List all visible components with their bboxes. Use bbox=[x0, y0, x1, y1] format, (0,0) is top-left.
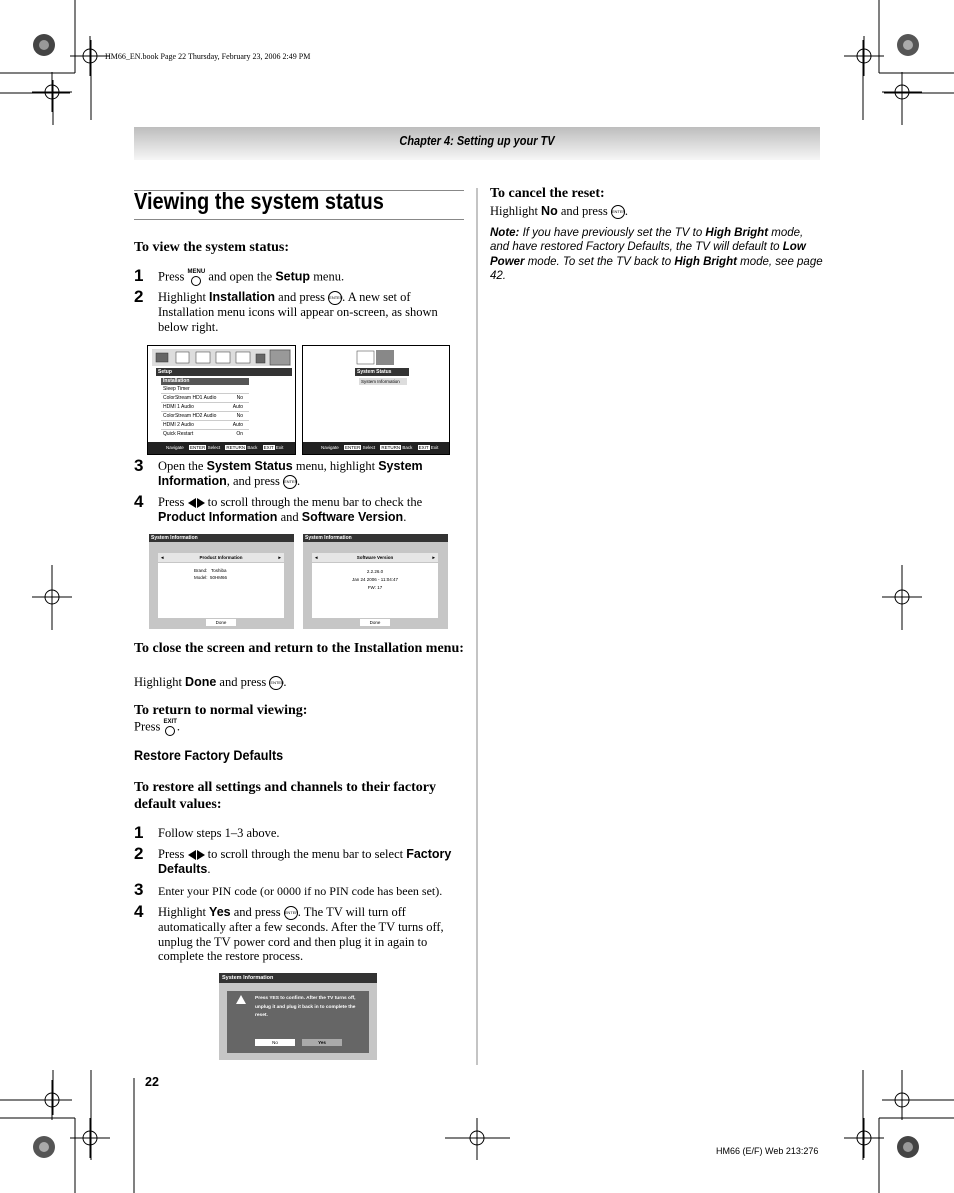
product-info-body: Brand: Toshiba Model: 50HM66 bbox=[158, 563, 284, 618]
arrow-right-icon bbox=[197, 850, 205, 860]
setup-footer: Navigate ENTER Select RETURN Back EXIT Exit bbox=[148, 442, 295, 454]
setup-item-hdmi2[interactable]: HDMI 2 Audio Auto bbox=[161, 421, 249, 430]
cancel-heading: To cancel the reset: bbox=[490, 186, 605, 201]
restore-step-4: Highlight Yes and press ENTER. The TV will turn off automatically after a few seconds. After the TV turns off, unplug the TV power cord and then plug it in again to complete the restore process. bbox=[158, 905, 444, 964]
chapter-title: Chapter 4: Setting up your TV bbox=[399, 134, 555, 148]
software-done-button[interactable]: Done bbox=[360, 619, 390, 626]
restore-step-3: Enter your PIN code (or 0000 if no PIN code has been set). bbox=[158, 884, 443, 898]
enter-button-icon: ENTER bbox=[611, 205, 625, 219]
step-number: 1 bbox=[134, 823, 144, 842]
status-menu-title: System Status bbox=[355, 368, 409, 376]
step-number: 2 bbox=[134, 287, 144, 306]
software-tab[interactable]: ◄ Software Version ► bbox=[314, 555, 436, 560]
exit-button-icon: EXIT bbox=[164, 719, 177, 736]
software-screen-title: System Information bbox=[303, 534, 448, 542]
view-heading: To view the system status: bbox=[134, 240, 290, 255]
close-instruction: Highlight Done and press ENTER. bbox=[134, 675, 287, 689]
step-number: 3 bbox=[134, 456, 144, 475]
setup-menu-screen bbox=[147, 345, 296, 455]
step-number: 4 bbox=[134, 492, 144, 511]
print-header: HM66_EN.book Page 22 Thursday, February 23, 2006 2:49 PM bbox=[105, 52, 311, 61]
tab-left-icon: ◄ bbox=[314, 555, 319, 560]
restore-section-title: Restore Factory Defaults bbox=[134, 747, 284, 763]
setup-item-installation[interactable]: Installation bbox=[161, 378, 249, 385]
normal-heading: To return to normal viewing: bbox=[134, 703, 308, 718]
enter-button-icon: ENTER bbox=[284, 906, 298, 920]
confirm-yes-button[interactable]: Yes bbox=[302, 1039, 342, 1046]
setup-item-cs2[interactable]: ColorStream HD2 Audio No bbox=[161, 412, 249, 421]
setup-item-quick-restart[interactable]: Quick Restart On bbox=[163, 431, 243, 437]
view-step-3: Open the System Status menu, highlight System Information, and press ENTER. bbox=[158, 459, 423, 488]
step-number: 1 bbox=[134, 266, 144, 285]
confirm-screen-title: System Information bbox=[219, 973, 377, 983]
confirm-screen bbox=[219, 973, 377, 1060]
view-step-1: Press MENU and open the Setup menu. bbox=[158, 269, 464, 286]
view-step-2: Highlight Installation and press ENTER. A new set of Installation menu icons will appear on-screen, as shown below right. bbox=[158, 290, 438, 334]
setup-item-sleep-timer[interactable]: Sleep Timer bbox=[161, 385, 249, 394]
product-tab[interactable]: ◄ Product Information ► bbox=[160, 555, 282, 560]
setup-item-hdmi1[interactable]: HDMI 1 Audio Auto bbox=[161, 403, 249, 412]
software-info-body: 2.2.26.0 Jan 24 2006 - 11:04:47 FW: 17 bbox=[312, 563, 438, 618]
setup-menu-list bbox=[161, 378, 249, 438]
status-item-system-info[interactable]: System Information bbox=[359, 378, 407, 385]
step-number: 3 bbox=[134, 880, 144, 899]
warning-icon bbox=[236, 995, 246, 1004]
enter-button-icon: ENTER bbox=[283, 475, 297, 489]
restore-heading: To restore all settings and channels to their factory default values: bbox=[134, 780, 437, 812]
print-footer: HM66 (E/F) Web 213:276 bbox=[716, 1146, 819, 1156]
product-info-screen bbox=[149, 534, 294, 629]
close-heading: To close the screen and return to the Installation menu: bbox=[134, 641, 464, 656]
arrow-left-icon bbox=[188, 498, 196, 508]
view-step-4: Press to scroll through the menu bar to check the Product Information and Software Version. bbox=[158, 495, 423, 524]
restore-step-2: Press to scroll through the menu bar to select Factory Defaults. bbox=[158, 847, 452, 876]
setup-menu-title: Setup bbox=[156, 368, 292, 376]
setup-item-cs1[interactable]: ColorStream HD1 Audio No bbox=[161, 394, 249, 403]
menu-icon-bar bbox=[152, 349, 291, 366]
confirm-dialog bbox=[227, 991, 369, 1053]
confirm-no-button[interactable]: No bbox=[255, 1039, 295, 1046]
software-version-screen bbox=[303, 534, 448, 629]
menu-button-icon: MENU bbox=[188, 269, 206, 286]
tab-right-icon: ► bbox=[431, 555, 436, 560]
product-screen-title: System Information bbox=[149, 534, 294, 542]
cancel-instruction: Highlight No and press ENTER. bbox=[490, 204, 628, 218]
system-status-screen bbox=[302, 345, 450, 455]
confirm-message: Press YES to confirm. After the TV turns off, unplug it and plug it back in to complete the reset. bbox=[255, 996, 356, 1018]
status-footer: Navigate ENTER Select RETURN Back EXIT Exit bbox=[303, 442, 449, 454]
restore-step-1: Follow steps 1–3 above. bbox=[158, 826, 280, 840]
enter-button-icon: ENTER bbox=[328, 291, 342, 305]
tab-left-icon: ◄ bbox=[160, 555, 165, 560]
note-paragraph: Note: If you have previously set the TV to High Bright mode, and have restored Factory Defaults, the TV will default to Low Power mode. To set the TV back to High Bright mode, see page 42. bbox=[490, 227, 823, 282]
product-done-button[interactable]: Done bbox=[206, 619, 236, 626]
step-number: 4 bbox=[134, 902, 144, 921]
arrow-left-icon bbox=[188, 850, 196, 860]
arrow-right-icon bbox=[197, 498, 205, 508]
tab-right-icon: ► bbox=[277, 555, 282, 560]
enter-button-icon: ENTER bbox=[269, 676, 283, 690]
page-title: Viewing the system status bbox=[134, 188, 384, 214]
title-rule-bottom bbox=[134, 219, 464, 220]
status-icon-bar bbox=[355, 349, 395, 366]
page-number: 22 bbox=[145, 1075, 159, 1089]
normal-instruction: Press EXIT . bbox=[134, 719, 180, 736]
step-number: 2 bbox=[134, 844, 144, 863]
